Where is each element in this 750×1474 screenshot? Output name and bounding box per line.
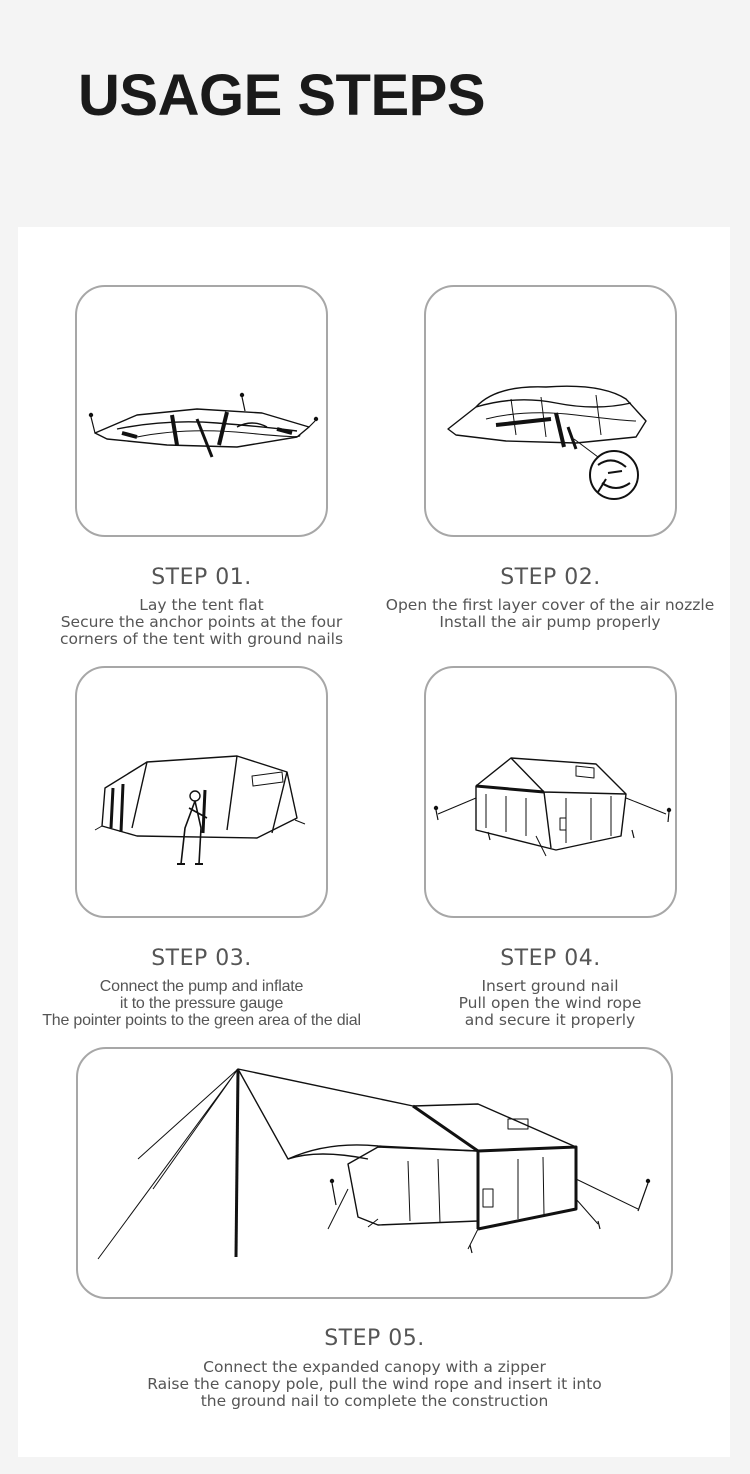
air-nozzle-illustration (426, 287, 677, 537)
step-04-description: Insert ground nail Pull open the wind rope and secure it properly (458, 977, 642, 1029)
step-02-description: Open the first layer cover of the air nozzle Install the air pump properly (385, 596, 715, 631)
step-05-image-card (76, 1047, 673, 1299)
step-01-description: Lay the tent flat Secure the anchor points at the four corners of the tent with ground nails (59, 596, 344, 648)
step-03-description: Connect the pump and inflate it to the pressure gauge The pointer points to the green area of the dial (42, 978, 361, 1029)
step-03-title: STEP 03. (151, 946, 252, 971)
step-02-title: STEP 02. (500, 565, 601, 590)
inflating-tent-illustration (77, 668, 328, 918)
step-04-title: STEP 04. (500, 946, 601, 971)
step-05-description: Connect the expanded canopy with a zipper Raise the canopy pole, pull the wind rope and insert it into the ground nail to complete the construction (147, 1358, 602, 1410)
step-01-image-card (75, 285, 328, 537)
step-03-image-card (75, 666, 328, 918)
step-04-image-card (424, 666, 677, 918)
step-02-image-card (424, 285, 677, 537)
page-title: USAGE STEPS (78, 63, 486, 128)
step-01-title: STEP 01. (151, 565, 252, 590)
step-05-title: STEP 05. (324, 1326, 425, 1351)
flat-tent-illustration (77, 287, 328, 537)
tent-with-canopy-illustration (78, 1049, 673, 1299)
standing-tent-illustration (426, 668, 677, 918)
